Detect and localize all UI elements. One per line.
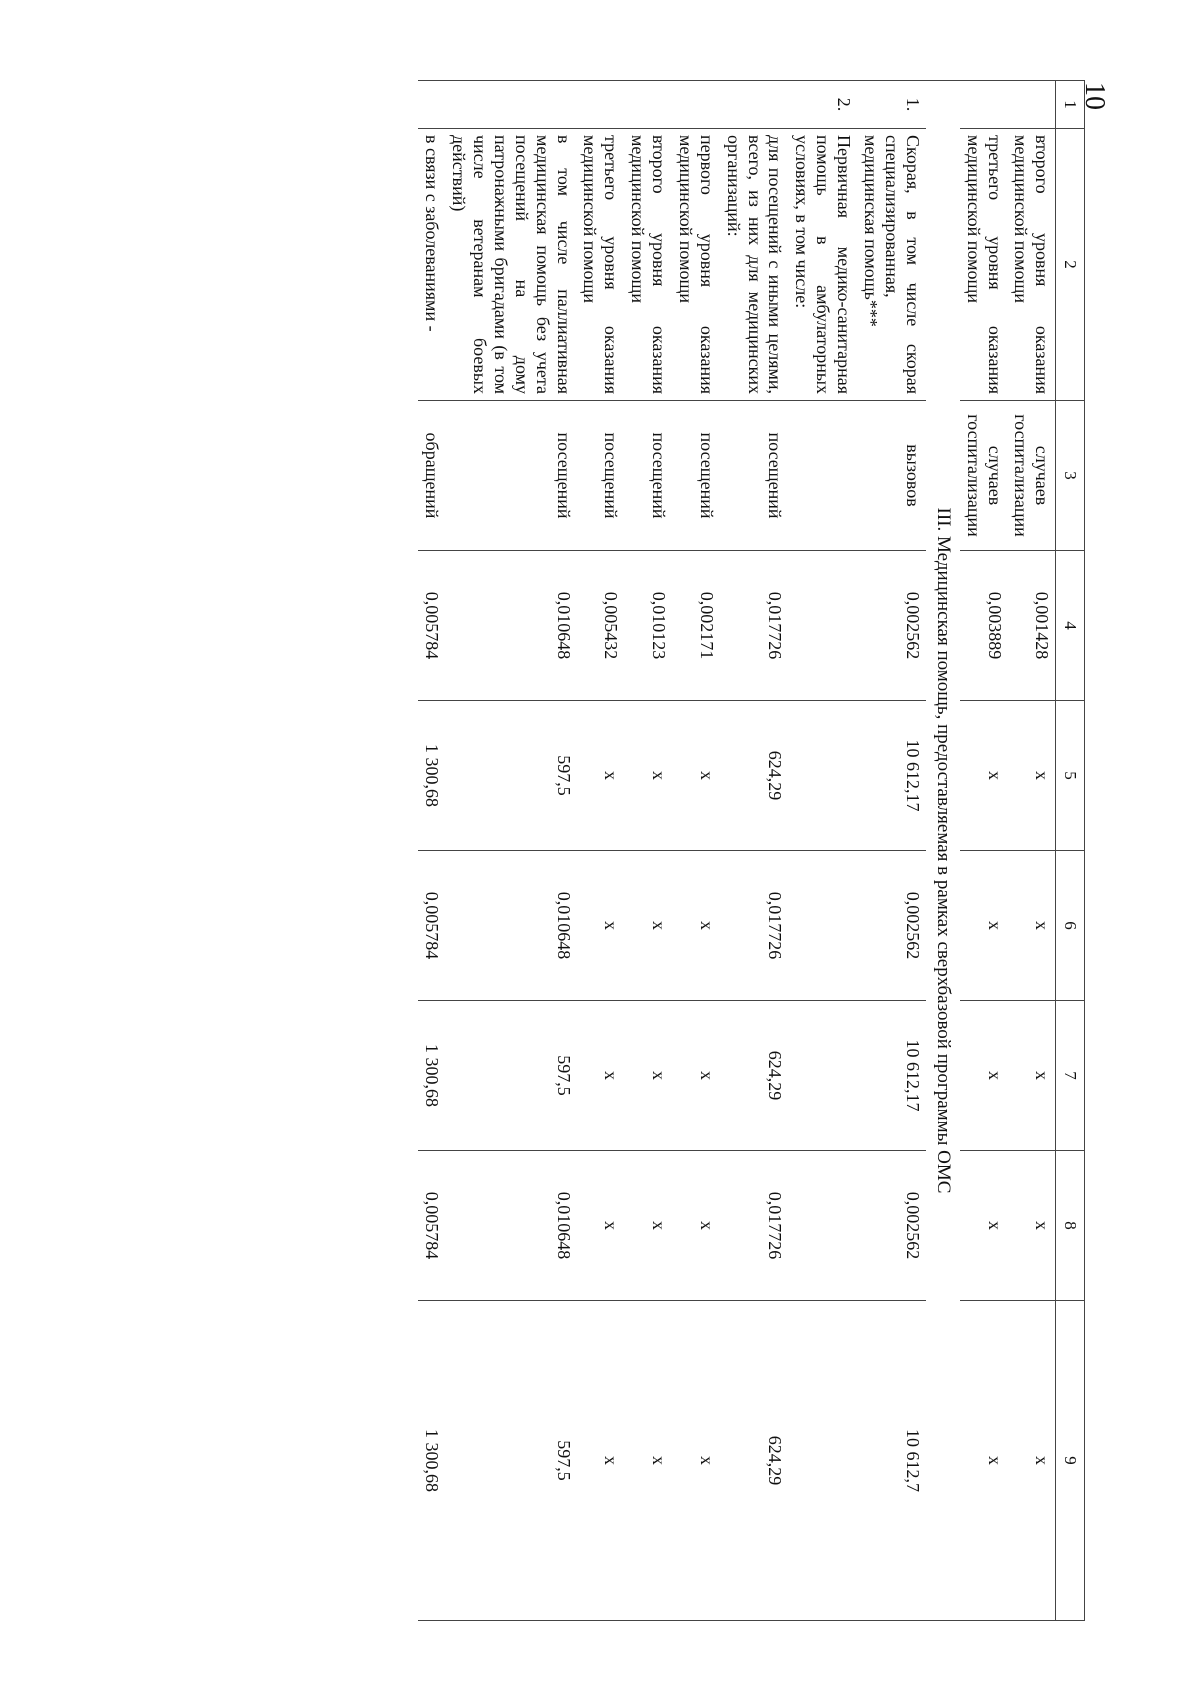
row-unit: посещений xyxy=(577,401,625,551)
header-cell: 6 xyxy=(1056,851,1085,1001)
col-9-value: х xyxy=(577,1301,625,1621)
table-row xyxy=(857,81,926,1621)
col-7-value: 624,29 xyxy=(720,1001,789,1151)
col-4-value xyxy=(789,551,858,701)
col-8-value: 0,002562 xyxy=(857,1151,926,1301)
row-unit: случаев госпитализации xyxy=(960,401,1008,551)
col-6-value xyxy=(789,851,858,1001)
col-4-value: 0,017726 xyxy=(720,551,789,701)
col-9-value: х xyxy=(960,1301,1008,1621)
col-6-value: х xyxy=(960,851,1008,1001)
row-name: первого уровня оказания медицинской помощи xyxy=(672,129,720,401)
row-number xyxy=(1008,81,1056,129)
col-7-value: х xyxy=(960,1001,1008,1151)
row-number xyxy=(577,81,625,129)
table-row xyxy=(960,81,1008,1621)
col-5-value: 1 300,68 xyxy=(419,701,446,851)
header-cell: 9 xyxy=(1056,1301,1085,1621)
header-cell: 1 xyxy=(1056,81,1085,129)
row-number: 1. xyxy=(857,81,926,129)
col-6-value: 0,017726 xyxy=(720,851,789,1001)
col-9-value: х xyxy=(1008,1301,1056,1621)
col-8-value: х xyxy=(960,1151,1008,1301)
col-7-value: х xyxy=(672,1001,720,1151)
header-cell: 5 xyxy=(1056,701,1085,851)
data-table xyxy=(419,80,1086,1621)
row-name: третьего уровня оказания медицинской помощи xyxy=(577,129,625,401)
col-6-value: х xyxy=(624,851,672,1001)
col-6-value: 0,005784 xyxy=(419,851,446,1001)
col-5-value: х xyxy=(960,701,1008,851)
col-8-value xyxy=(789,1151,858,1301)
col-8-value: х xyxy=(577,1151,625,1301)
col-7-value: 597,5 xyxy=(445,1001,576,1151)
col-4-value: 0,010123 xyxy=(624,551,672,701)
table-row xyxy=(445,81,576,1621)
row-name: второго уровня оказания медицинской помощи xyxy=(624,129,672,401)
col-8-value: х xyxy=(672,1151,720,1301)
table-row xyxy=(419,81,446,1621)
col-4-value: 0,005784 xyxy=(419,551,446,701)
col-8-value: 0,010648 xyxy=(445,1151,576,1301)
col-8-value: 0,017726 xyxy=(720,1151,789,1301)
col-4-value: 0,002171 xyxy=(672,551,720,701)
row-number xyxy=(445,81,576,129)
col-5-value: 624,29 xyxy=(720,701,789,851)
col-8-value: х xyxy=(1008,1151,1056,1301)
row-number: 2. xyxy=(789,81,858,129)
row-name: для посещений с иными целями, всего, из них для медицинских организаций: xyxy=(720,129,789,401)
row-number xyxy=(672,81,720,129)
col-9-value: 1 300,68 xyxy=(419,1301,446,1621)
col-6-value: х xyxy=(577,851,625,1001)
col-5-value: 10 612,17 xyxy=(857,701,926,851)
col-4-value: 0,010648 xyxy=(445,551,576,701)
row-name: в том числе паллиативная медицинская помощь без учета посещений на дому патронажными бригадами (в том числе ветеранам боевых действий) xyxy=(445,129,576,401)
row-unit: обращений xyxy=(419,401,446,551)
col-5-value: х xyxy=(1008,701,1056,851)
col-5-value: х xyxy=(672,701,720,851)
table-row xyxy=(624,81,672,1621)
header-cell: 3 xyxy=(1056,401,1085,551)
row-name: Скорая, в том числе скорая специализированная, медицинская помощь*** xyxy=(857,129,926,401)
row-name: второго уровня оказания медицинской помощи xyxy=(1008,129,1056,401)
table-body xyxy=(419,81,1085,1621)
row-name: Первичная медико-санитарная помощь в амбулаторных условиях, в том числе: xyxy=(789,129,858,401)
header-row xyxy=(1056,81,1085,1621)
row-unit: случаев госпитализации xyxy=(1008,401,1056,551)
row-name: в связи с заболеваниями - xyxy=(419,129,446,401)
table-row xyxy=(577,81,625,1621)
row-unit: посещений xyxy=(624,401,672,551)
col-9-value: х xyxy=(672,1301,720,1621)
col-7-value: 1 300,68 xyxy=(419,1001,446,1151)
col-7-value xyxy=(789,1001,858,1151)
col-5-value: х xyxy=(624,701,672,851)
col-5-value: 597,5 xyxy=(445,701,576,851)
col-9-value: 10 612,7 xyxy=(857,1301,926,1621)
col-6-value: х xyxy=(1008,851,1056,1001)
rotated-table-container xyxy=(185,80,1085,1620)
header-cell: 2 xyxy=(1056,129,1085,401)
col-4-value: 0,003889 xyxy=(960,551,1008,701)
col-9-value: х xyxy=(624,1301,672,1621)
row-number xyxy=(419,81,446,129)
table-row xyxy=(672,81,720,1621)
col-7-value: 10 612,17 xyxy=(857,1001,926,1151)
col-4-value: 0,005432 xyxy=(577,551,625,701)
header-cell: 7 xyxy=(1056,1001,1085,1151)
col-7-value: х xyxy=(577,1001,625,1151)
table-row xyxy=(1008,81,1056,1621)
col-6-value: 0,010648 xyxy=(445,851,576,1001)
table-row xyxy=(789,81,858,1621)
col-4-value: 0,001428 xyxy=(1008,551,1056,701)
col-5-value: х xyxy=(577,701,625,851)
row-number xyxy=(960,81,1008,129)
col-9-value xyxy=(789,1301,858,1621)
row-unit: посещений xyxy=(720,401,789,551)
row-unit: посещений xyxy=(672,401,720,551)
col-9-value: 624,29 xyxy=(720,1301,789,1621)
row-unit: вызовов xyxy=(857,401,926,551)
col-8-value: х xyxy=(624,1151,672,1301)
section-title: III. Медицинская помощь, предоставляемая в рамках сверхбазовой программы ОМС xyxy=(926,81,960,1621)
col-9-value: 597,5 xyxy=(445,1301,576,1621)
row-unit xyxy=(789,401,858,551)
col-6-value: 0,002562 xyxy=(857,851,926,1001)
col-6-value: х xyxy=(672,851,720,1001)
col-7-value: х xyxy=(624,1001,672,1151)
row-number xyxy=(624,81,672,129)
col-4-value: 0,002562 xyxy=(857,551,926,701)
col-8-value: 0,005784 xyxy=(419,1151,446,1301)
table-row xyxy=(720,81,789,1621)
header-cell: 8 xyxy=(1056,1151,1085,1301)
col-7-value: х xyxy=(1008,1001,1056,1151)
row-unit: посещений xyxy=(445,401,576,551)
header-cell: 4 xyxy=(1056,551,1085,701)
page-number: 10 xyxy=(1079,82,1110,110)
row-number xyxy=(720,81,789,129)
row-name: третьего уровня оказания медицинской помощи xyxy=(960,129,1008,401)
col-5-value xyxy=(789,701,858,851)
section-row xyxy=(926,81,960,1621)
